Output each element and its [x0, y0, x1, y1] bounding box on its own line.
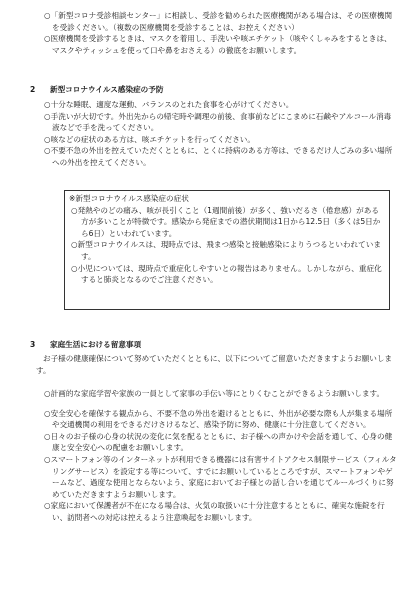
intro-block — [36, 10, 396, 56]
section-3-items — [36, 388, 398, 524]
section-3-item-5: ○家庭において保護者が不在になる場合は、火気の取扱いに十分注意するとともに、確実な施錠を行い、訪問者への対応は控えるよう注意喚起をお願いします。 — [44, 501, 385, 522]
section-3-item-4: ○スマートフォン等のインターネットが利用できる機器には有害サイトアクセス制限サービス（フィルタリングサービス）を設定する等について、すでにお願いしているところですが、スマートフォンやゲームなど、過度な使用とならないよう、家庭においてお子様との話し合いを通じてルールづくりに努めていただきますようお願いします。 — [44, 454, 397, 499]
section-2-title: 新型コロナウイルス感染症の予防 — [50, 85, 164, 94]
section-3-item-3: ○日々のお子様の心身の状況の変化に気を配るとともに、お子様への声かけや会話を通して、心身の健康と安全安心への配慮をお願いします。 — [44, 431, 393, 453]
section-3-number: 3 — [30, 340, 36, 349]
section-3-title: 家庭生活における留意事項 — [50, 340, 142, 349]
section-3-heading — [26, 339, 398, 351]
section-3-item-1: ○計画的な家庭学習や家族の一員として家事の手伝い等にとりくむことができるようお願いします。 — [44, 389, 385, 398]
section-3-intro: お子様の健康確保について努めていただくとともに、以下についてご留意いただきますようお願いします。 — [36, 354, 393, 375]
note-title: ※新型コロナウイルス感染症の症状 — [69, 194, 189, 203]
section-2-heading — [26, 84, 398, 96]
section-2-item-3: ○咳などの症状のある方は、咳エチケットを行ってください。 — [44, 134, 255, 144]
section-2-item-1: ○十分な睡眠、適度な運動、バランスのとれた食事を心がけてください。 — [44, 100, 294, 109]
section-2-items — [36, 99, 398, 169]
symptom-note-box — [64, 190, 390, 310]
note-item-3: ○小児については、現時点で重症化しやすいとの報告はありません。しかしながら、重症化すると肺炎となるのでご注意ください。 — [71, 263, 382, 285]
note-item-1: ○発熱やのどの痛み、咳が長引くこと（1週間前後）が多く、強いだるさ（倦怠感）がある方が多いことが特徴です。感染から発症までの潜伏期間は1日から12.5日（多くは5日から6日）といわれています。 — [71, 205, 381, 238]
intro-paragraph-1: ○「新型コロナ受診相談センター」に相談し、受診を勧められた医療機関がある場合は、その医療機関を受診ください。（複数の医療機関を受診することは、お控えください） — [44, 11, 393, 32]
section-2-item-4: ○不要不急の外出を控えていただくとともに、とくに持病のある方等は、できるだけ人ごみの多い場所への外出を控えてください。 — [44, 146, 393, 167]
intro-paragraph-2: ○医療機関を受診するときは、マスクを着用し、手洗いや咳エチケット（咳やくしゃみをするときは、マスクやティッシュを使って口や鼻をおさえる）の徹底をお願いします。 — [44, 34, 392, 55]
section-3-item-2: ○安全安心を確保する観点から、不要不急の外出を避けるとともに、外出が必要な際も人が集まる場所や交通機関の利用をできるだけさけるなど、感染予防に努め、健康に十分注意してください。 — [44, 408, 393, 430]
section-2-number: 2 — [30, 85, 36, 94]
section-2-item-2: ○手洗いが大切です。外出先からの帰宅時や調理の前後、食事前などにこまめに石鹸やアルコール消毒液などで手を洗ってください。 — [44, 111, 392, 133]
section-3-intro-block — [36, 353, 398, 376]
note-item-2: ○新型コロナウイルスは、現時点では、飛まつ感染と接触感染によりうつるといわれています。 — [71, 240, 381, 261]
